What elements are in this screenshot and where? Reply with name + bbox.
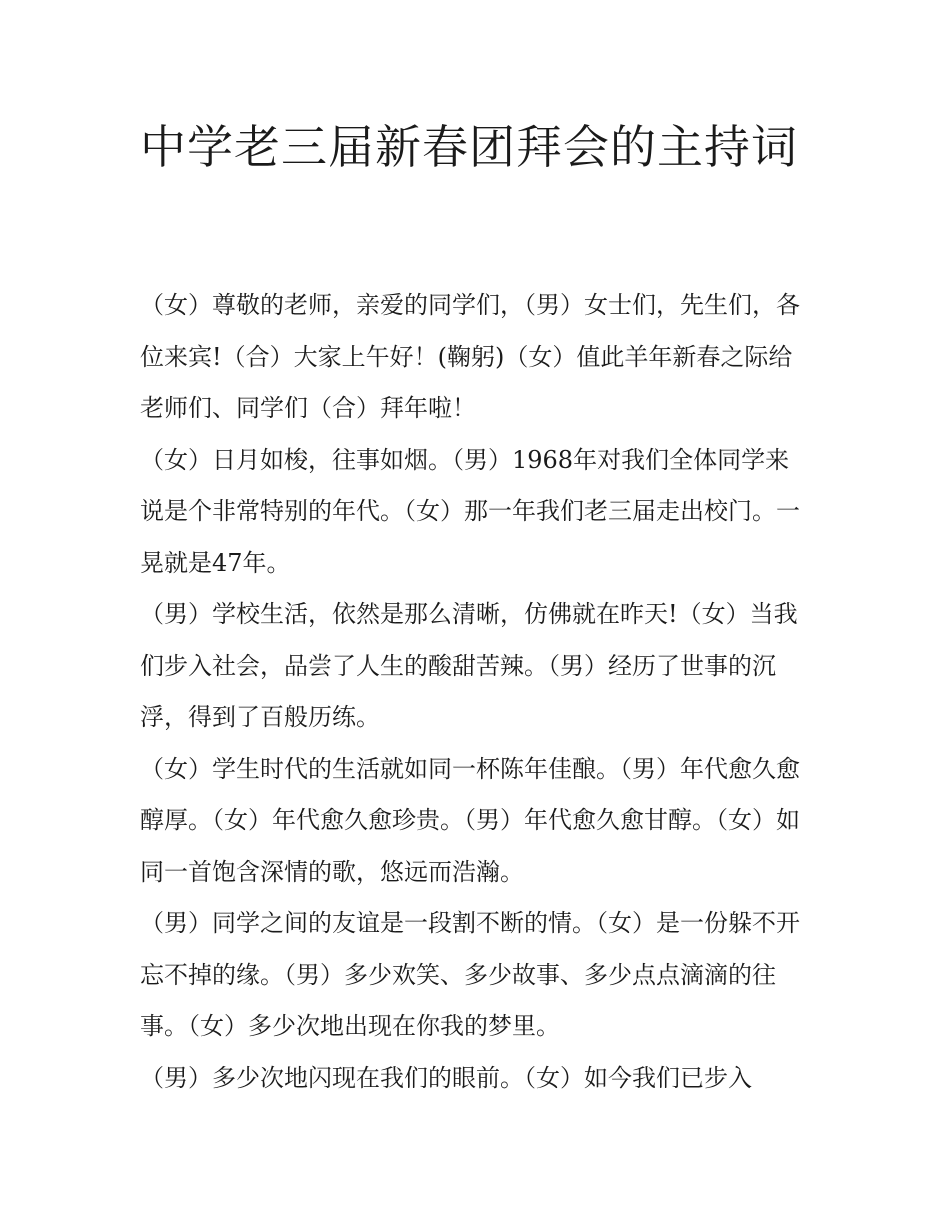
paragraph-3: （男）学校生活，依然是那么清晰，仿佛就在昨天!（女）当我们步入社会，品尝了人生的酸甜苦辣。（男）经历了世事的沉浮，得到了百般历练。 [140, 600, 798, 731]
document-title: 中学老三届新春团拜会的主持词 [140, 120, 798, 174]
paragraph-5: （男）同学之间的友谊是一段割不断的情。（女）是一份躲不开忘不掉的缘。（男）多少欢笑、多少故事、多少点点滴滴的往事。（女）多少次地出现在你我的梦里。 [140, 909, 800, 1040]
paragraph-2: （女）日月如梭，往事如烟。（男）1968年对我们全体同学来说是个非常特别的年代。（女）那一年我们老三届走出校门。一晃就是47年。 [140, 445, 800, 577]
paragraph-1: （女）尊敬的老师，亲爱的同学们，（男）女士们，先生们，各位来宾!（合）大家上午好！(鞠躬)（女）值此羊年新春之际给老师们、同学们（合）拜年啦！ [140, 291, 800, 422]
paragraph-4: （女）学生时代的生活就如同一杯陈年佳酿。（男）年代愈久愈醇厚。（女）年代愈久愈珍贵。（男）年代愈久愈甘醇。（女）如同一首饱含深情的歌，悠远而浩瀚。 [140, 754, 800, 886]
paragraph-6: （男）多少次地闪现在我们的眼前。（女）如今我们已步入 [140, 1063, 752, 1092]
document-body [140, 280, 800, 1104]
